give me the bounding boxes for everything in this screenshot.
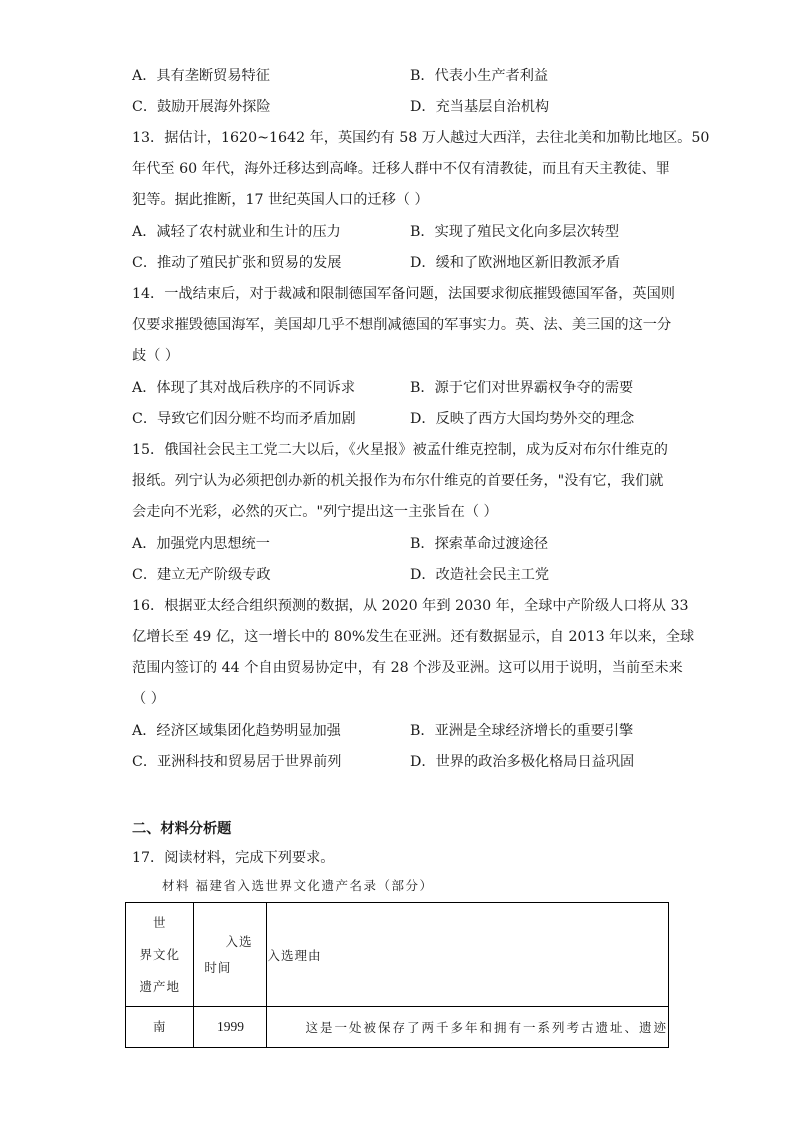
header-text: 世 xyxy=(152,914,167,930)
q12-option-a: A．具有垄断贸易特征 xyxy=(132,68,270,84)
q14-stem-line3: 歧（ ） xyxy=(132,348,180,364)
q13-stem-line1: 13．据估计，1620~1642 年，英国约有 58 万人越过大西洋，去往北美和加勒比地区。50 xyxy=(132,130,710,146)
q15-option-d: D．改造社会民主工党 xyxy=(410,567,550,583)
q12-option-c: C．鼓励开展海外探险 xyxy=(132,99,271,115)
q13-option-a: A．减轻了农村就业和生计的压力 xyxy=(132,224,341,240)
q16-option-b: B．亚洲是全球经济增长的重要引擎 xyxy=(410,723,634,739)
q15-option-c: C．建立无产阶级专政 xyxy=(132,567,271,583)
q16-option-c: C．亚洲科技和贸易居于世界前列 xyxy=(132,754,342,770)
q13-option-b: B．实现了殖民文化向多层次转型 xyxy=(410,224,620,240)
q15-stem-line2: 报纸。列宁认为必须把创办新的机关报作为布尔什维克的首要任务，"没有它，我们就 xyxy=(132,473,664,489)
q14-stem-line1: 14．一战结束后，对于裁减和限制德国军备问题，法国要求彻底摧毁德国军备，英国则 xyxy=(132,286,675,302)
cell-year: 1999 xyxy=(194,1007,267,1048)
table-header-row xyxy=(126,903,669,1007)
q16-stem-line2: 亿增长至 49 亿，这一增长中的 80%发生在亚洲。还有数据显示，自 2013 年以来，全球 xyxy=(132,629,695,645)
q16-stem-line1: 16．根据亚太经合组织预测的数据，从 2020 年到 2030 年，全球中产阶级人口将从 33 xyxy=(132,598,689,614)
q14-option-a: A．体现了其对战后秩序的不同诉求 xyxy=(132,380,356,396)
q14-option-d: D．反映了西方大国均势外交的理念 xyxy=(410,411,635,427)
header-text: 遗产地 xyxy=(139,978,180,994)
q15-stem-line1: 15．俄国社会民主工党二大以后，《火星报》被孟什维克控制，成为反对布尔什维克的 xyxy=(132,442,668,458)
header-text: 界文化 xyxy=(139,946,180,962)
q15-option-a: A．加强党内思想统一 xyxy=(132,536,270,552)
q14-stem-line2: 仅要求摧毁德国海军，美国却几乎不想削减德国的军事实力。英、法、美三国的这一分 xyxy=(132,317,672,333)
q14-option-c: C．导致它们因分赃不均而矛盾加剧 xyxy=(132,411,356,427)
q13-option-c: C．推动了殖民扩张和贸易的发展 xyxy=(132,255,342,271)
cell-site: 南 xyxy=(126,1007,194,1048)
q16-stem-line3: 范围内签订的 44 个自由贸易协定中，有 28 个涉及亚洲。这可以用于说明，当前至未来 xyxy=(132,660,683,676)
q13-option-d: D．缓和了欧洲地区新旧教派矛盾 xyxy=(410,255,621,271)
q15-stem-line3: 会走向不光彩，必然的灭亡。"列宁提出这一主张旨在（ ） xyxy=(132,504,498,520)
section-title: 二、材料分析题 xyxy=(132,821,232,837)
q12-option-d: D．充当基层自治机构 xyxy=(410,99,550,115)
q16-option-a: A．经济区域集团化趋势明显加强 xyxy=(132,723,341,739)
q14-option-b: B．源于它们对世界霸权争夺的需要 xyxy=(410,380,634,396)
header-heritage-site xyxy=(126,903,194,1007)
q17-stem: 17．阅读材料，完成下列要求。 xyxy=(132,850,335,866)
q13-stem-line2: 年代至 60 年代，海外迁移达到高峰。迁移人群中不仅有清教徒，而且有天主教徒、罪 xyxy=(132,161,670,177)
header-text: 时间 xyxy=(204,959,232,975)
q13-stem-line3: 犯等。据此推断，17 世纪英国人口的迁移（ ） xyxy=(132,192,429,208)
heritage-table xyxy=(125,902,669,1048)
table-caption: 材料 福建省入选世界文化遗产名录（部分） xyxy=(162,878,434,893)
q16-option-d: D．世界的政治多极化格局日益巩固 xyxy=(410,754,635,770)
q12-option-b: B．代表小生产者利益 xyxy=(410,68,549,84)
header-selection-reason: 入选理由 xyxy=(267,903,669,1007)
table-row xyxy=(126,1007,669,1048)
header-text: 入选 xyxy=(225,933,253,949)
q16-stem-line4: （ ） xyxy=(132,691,165,707)
q15-option-b: B．探索革命过渡途径 xyxy=(410,536,549,552)
header-selection-time xyxy=(194,903,267,1007)
cell-reason: 这是一处被保存了两千多年和拥有一系列考古遗址、遗迹 xyxy=(267,1007,669,1048)
